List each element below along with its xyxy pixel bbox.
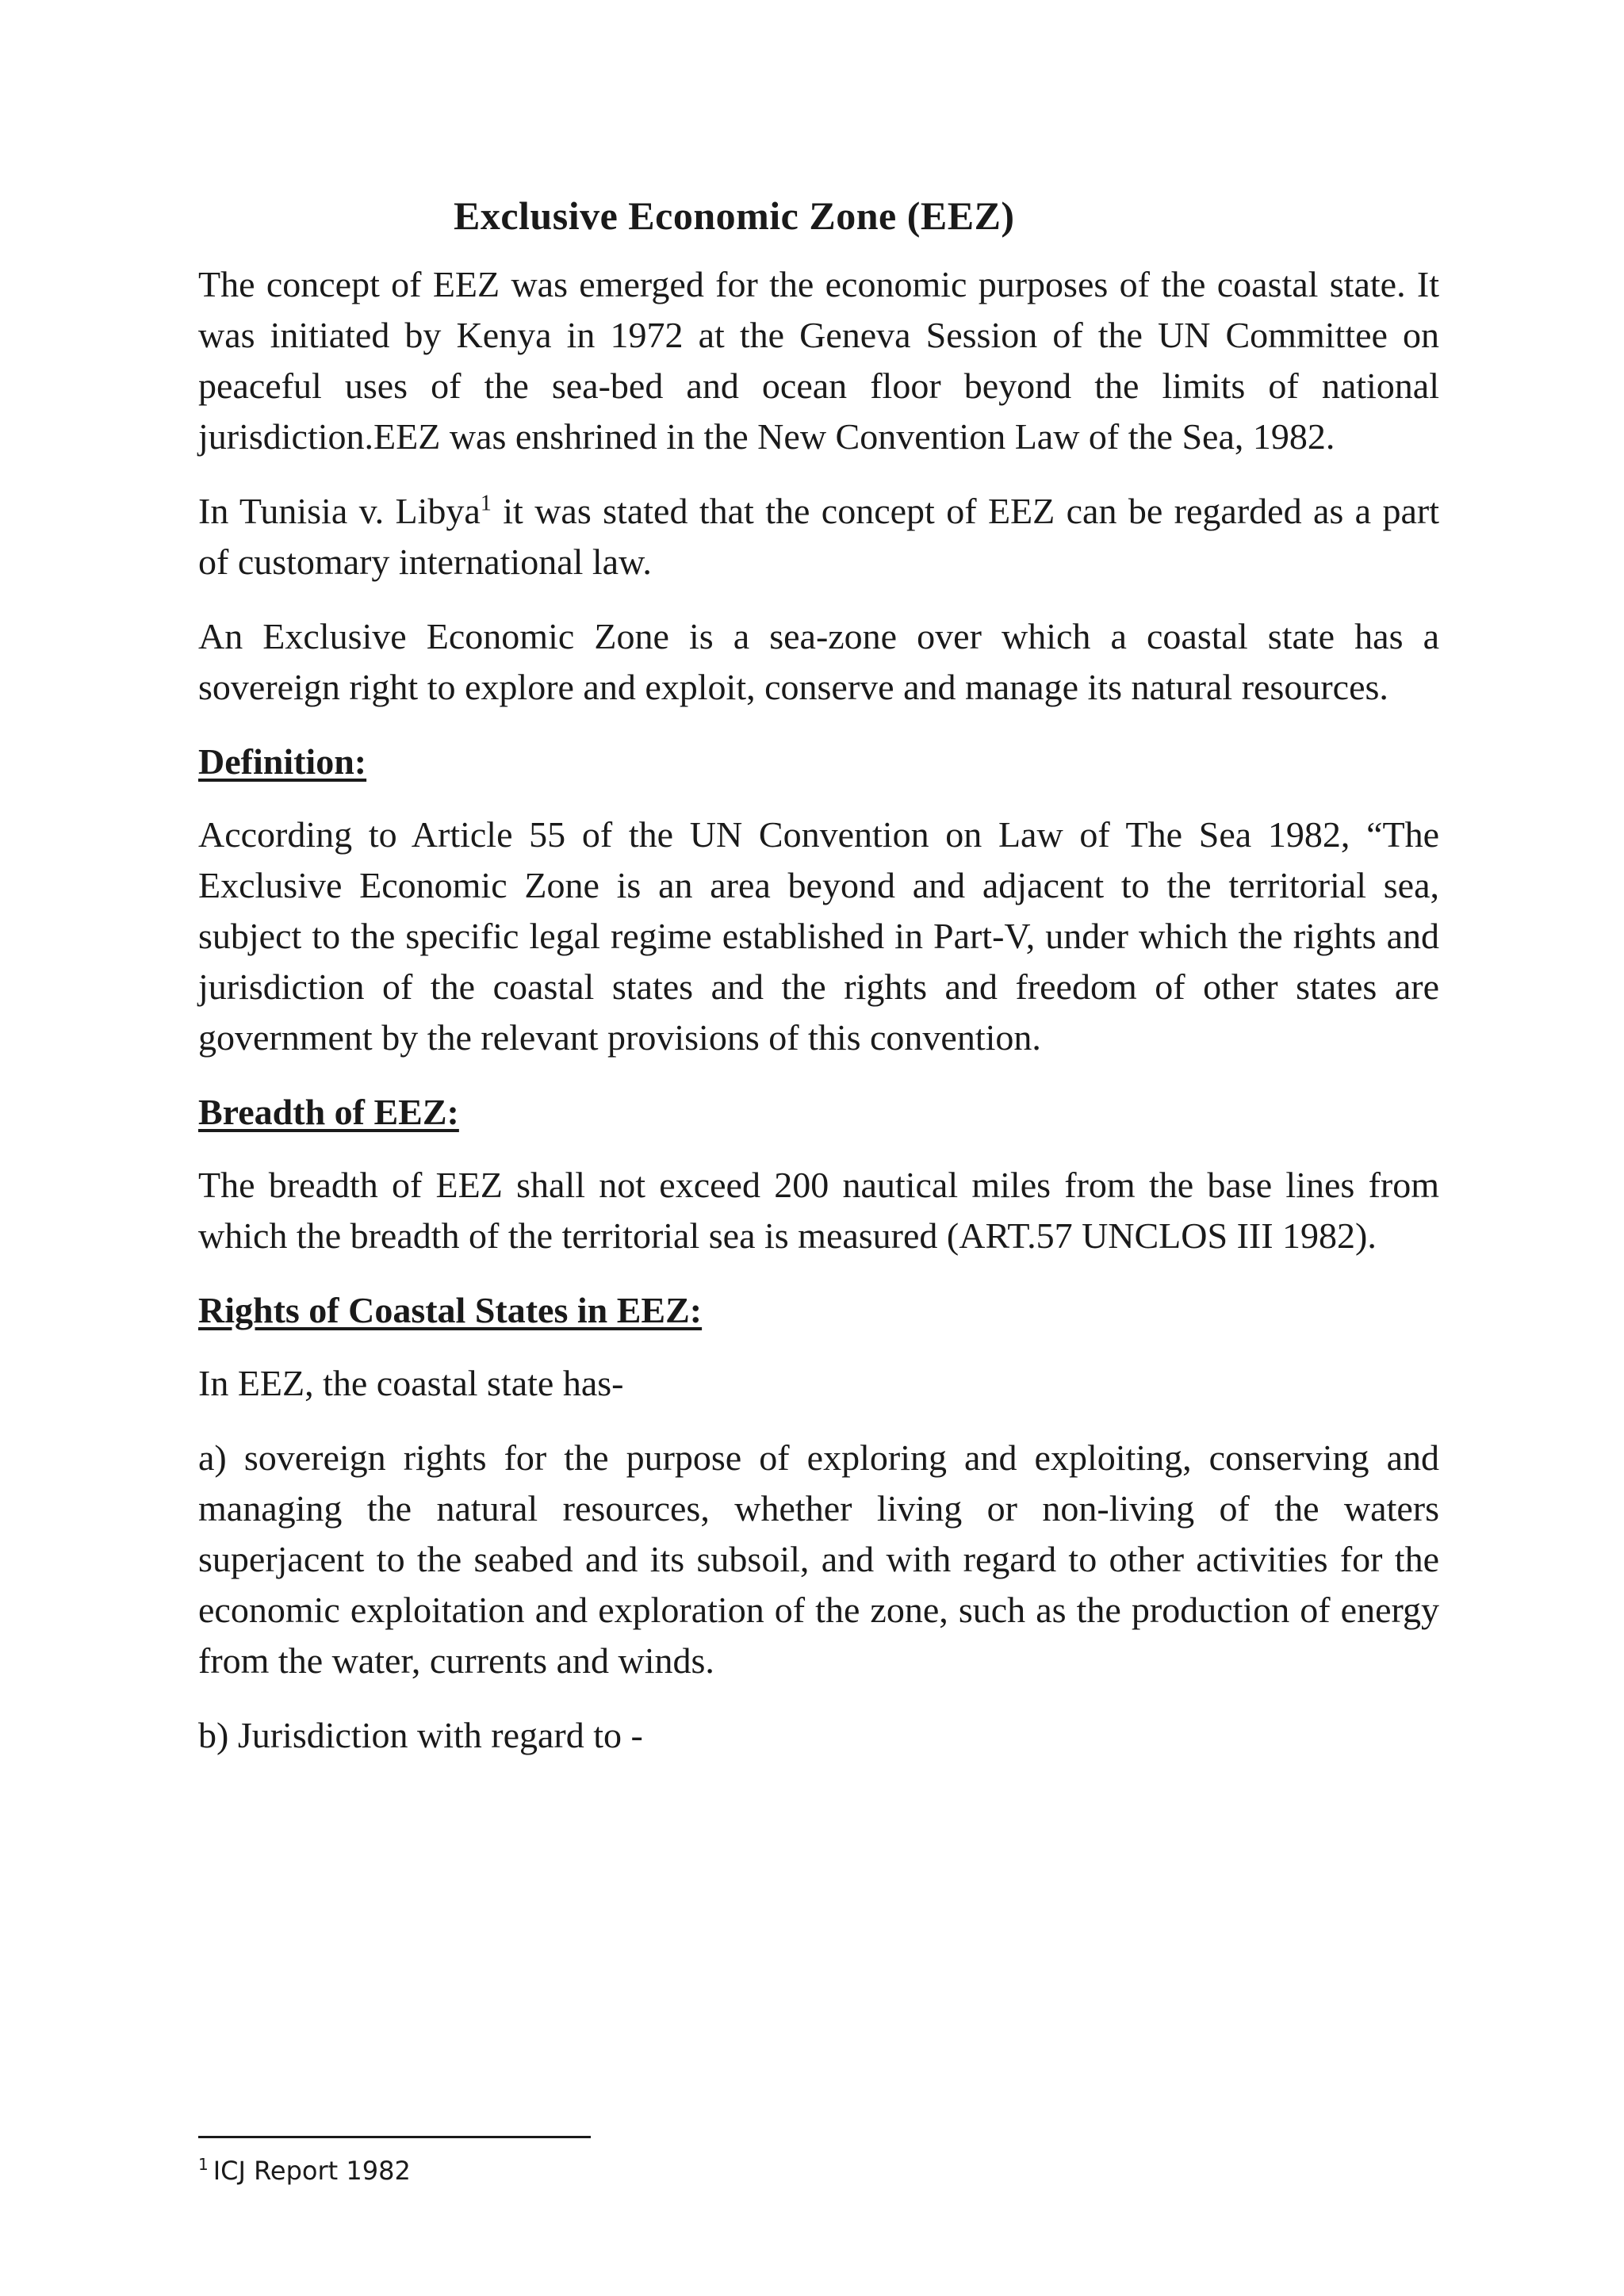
definition-heading: Definition:: [198, 741, 367, 782]
case-text-after: it was stated that the concept of EEZ can be regarded as a part of customary international law.: [198, 491, 1440, 582]
description-paragraph: An Exclusive Economic Zone is a sea-zone over which a coastal state has a sovereign right to explore and exploit, conserve and manage its natural resources.: [198, 616, 1439, 707]
rights-item-b: b) Jurisdiction with regard to -: [198, 1715, 643, 1755]
breadth-paragraph: The breadth of EEZ shall not exceed 200 nautical miles from the base lines from which the breadth of the territorial sea is measured (ART.57 UNCLOS III 1982).: [198, 1165, 1439, 1256]
footnote-reference[interactable]: 1: [480, 491, 492, 516]
footnote-text: ICJ Report 1982: [213, 2156, 411, 2186]
rights-heading: Rights of Coastal States in EEZ:: [198, 1290, 703, 1330]
document-title: Exclusive Economic Zone (EEZ): [454, 193, 1015, 238]
rights-intro: In EEZ, the coastal state has-: [198, 1363, 624, 1403]
footnote-divider: [198, 2136, 591, 2138]
intro-paragraph: The concept of EEZ was emerged for the economic purposes of the coastal state. It was initiated by Kenya in 1972 at the Geneva Session of the UN Committee on peaceful uses of the sea-bed and ocean floor beyond the limits of national jurisdiction.EEZ was enshrined in the New Convention Law of the Sea, 1982.: [198, 264, 1439, 457]
footnote: [198, 2153, 411, 2188]
document-body: [198, 190, 1439, 1785]
definition-paragraph: According to Article 55 of the UN Convention on Law of The Sea 1982, “The Exclusive Economic Zone is an area beyond and adjacent to the territorial sea, subject to the specific legal regime established in Part-V, under which the rights and jurisdiction of the coastal states and the rights and freedom of other states are government by the relevant provisions of this convention.: [198, 814, 1439, 1058]
breadth-heading: Breadth of EEZ:: [198, 1092, 459, 1132]
rights-item-a: a) sovereign rights for the purpose of exploring and exploiting, conserving and managing the natural resources, whether living or non-living of the waters superjacent to the seabed and its subsoil, and with regard to other activities for the economic exploitation and exploration of the zone, such as the production of energy from the water, currents and winds.: [198, 1437, 1439, 1681]
footnote-mark: 1: [198, 2155, 209, 2175]
case-paragraph: [198, 486, 1439, 587]
case-text-before: In Tunisia v. Libya: [198, 491, 481, 531]
